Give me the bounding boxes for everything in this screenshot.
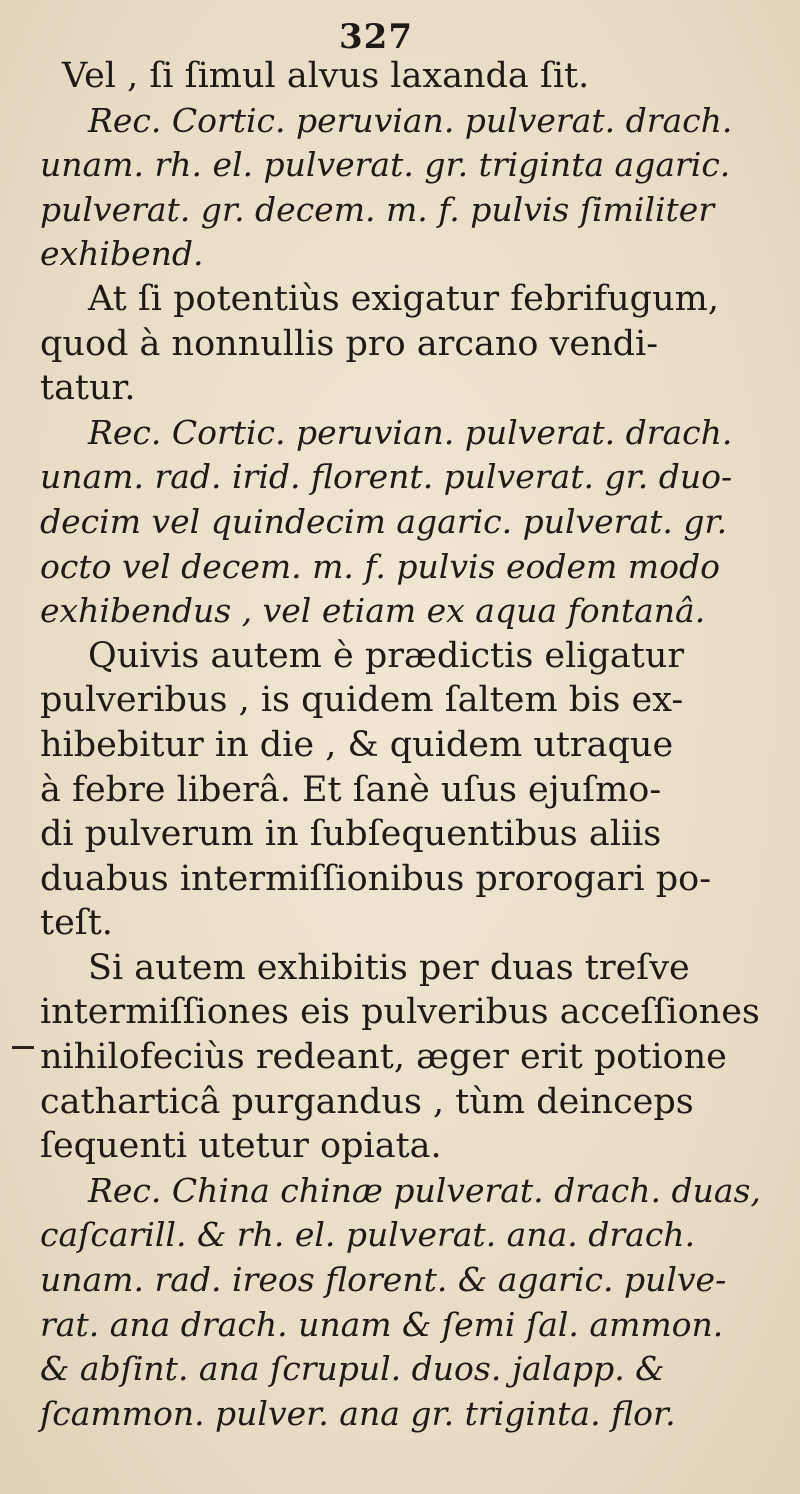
text-line: At ſi potentiùs exigatur febrifugum, [88,278,719,319]
text-paragraph [40,634,772,946]
text-line: unam. rad. irid. florent. pulverat. gr. duo- [40,457,733,497]
text-line: decim vel quindecim agaric. pulverat. gr. [40,501,728,541]
text-line: catharticâ purgandus , tùm deinceps [40,1081,694,1122]
text-line: duabus intermiſſionibus prorogari po- [40,858,712,899]
text-line: quod à nonnullis pro arcano vendi- [40,323,659,364]
page-number: 327 [339,17,413,57]
text-line: pulverat. gr. decem. m. f. pulvis ſimiliter [40,189,715,229]
text-line: pulveribus , is quidem ſaltem bis ex- [40,680,684,721]
text-line: Rec. Cortic. peruvian. pulverat. drach. [88,100,733,140]
text-line: di pulverum in ſubſequentibus aliis [40,814,662,855]
text-paragraph [40,277,772,411]
text-line: Rec. China chinæ pulverat. drach. duas, [88,1170,761,1210]
body-text [40,54,772,1436]
text-line: exhibendus , vel etiam ex aqua fontanâ. [40,591,706,631]
text-line: & abſint. ana ſcrupul. duos. jalapp. & [40,1349,665,1389]
text-line: rat. ana drach. unam & ſemi ſal. ammon. [40,1304,724,1344]
text-line: Quivis autem è prædictis eligatur [88,635,685,676]
text-line: octo vel decem. m. f. pulvis eodem modo [40,546,720,586]
text-line: exhibend. [40,234,204,274]
recipe-paragraph [40,99,772,277]
margin-mark [12,1046,34,1049]
text-line: ſcammon. pulver. ana gr. triginta. flor. [40,1393,676,1433]
text-line: teſt. [40,903,113,944]
text-line: unam. rh. el. pulverat. gr. triginta agaric. [40,145,731,185]
text-paragraph [40,946,772,1169]
text-line: Vel , ſi ſimul alvus laxanda ſit. [62,56,590,96]
text-line: caſcarill. & rh. el. pulverat. ana. drach. [40,1215,696,1255]
text-line: tatur. [40,368,136,409]
text-paragraph [40,54,772,99]
text-line: unam. rad. ireos florent. & agaric. pulve- [40,1260,727,1300]
text-line: à febre liberâ. Et ſanè uſus ejuſmo- [40,769,662,810]
text-line: Rec. Cortic. peruvian. pulverat. drach. [88,412,733,452]
recipe-paragraph [40,1169,772,1437]
text-line: ſequenti utetur opiata. [40,1126,442,1167]
text-line: hibebitur in die , & quidem utraque [40,724,674,765]
text-line: Si autem exhibitis per duas treſve [88,947,690,988]
recipe-paragraph [40,411,772,634]
text-line: intermiſſiones eis pulveribus acceſſiones [40,992,760,1033]
text-line: nihilofeciùs redeant, æger erit potione [40,1037,727,1078]
